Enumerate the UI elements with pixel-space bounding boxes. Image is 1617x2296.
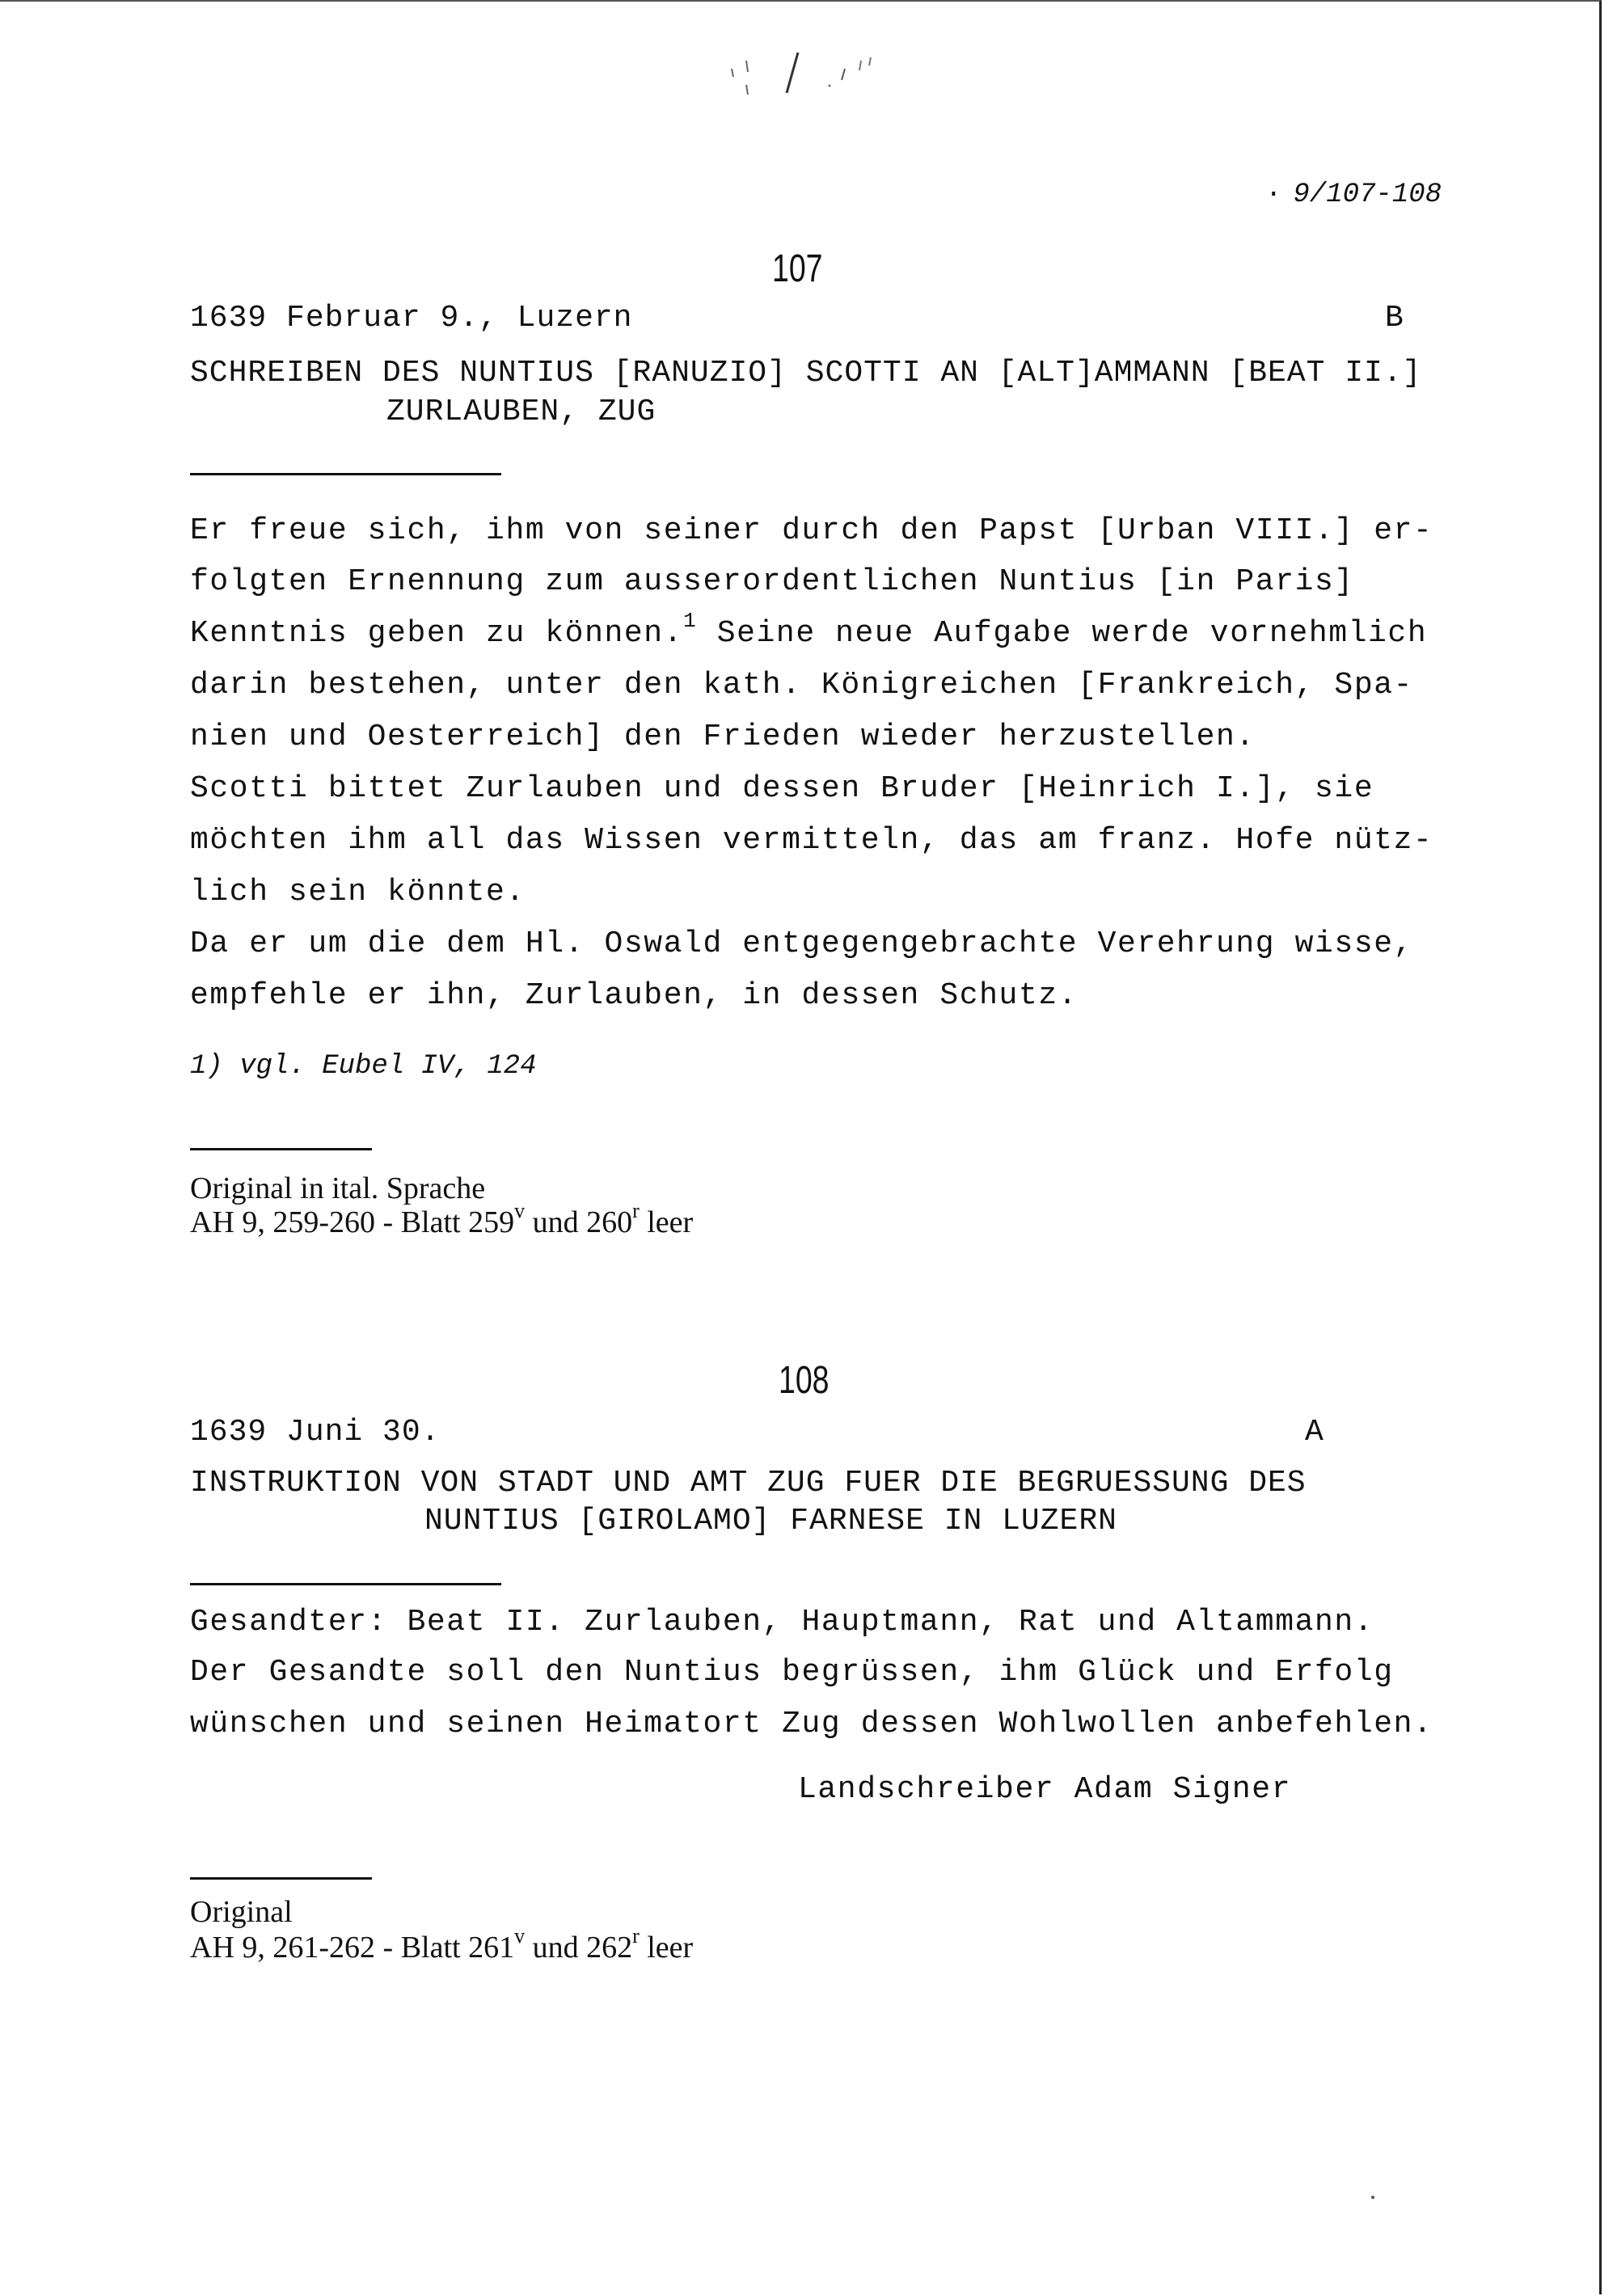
body-line: Scotti bittet Zurlauben und dessen Bruder [Heinrich I.], sie xyxy=(190,771,1374,806)
source-ref-mid: und 262 xyxy=(525,1931,633,1965)
entry-title-line-2: NUNTIUS [GIROLAMO] FARNESE IN LUZERN xyxy=(424,1504,1117,1538)
footnote-marker: 1 xyxy=(683,609,698,633)
body-line: Er freue sich, ihm von seiner durch den Papst [Urban VIII.] er- xyxy=(190,513,1433,548)
source-language: Original xyxy=(190,1895,293,1929)
body-line xyxy=(190,609,1428,651)
body-line-end: Seine neue Aufgabe werde vornehmlich xyxy=(716,616,1428,651)
entry-title-line-1: SCHREIBEN DES NUNTIUS [RANUZIO] SCOTTI AN [ALT]AMMANN [BEAT II.] xyxy=(190,356,1422,390)
body-line: darin bestehen, unter den kath. Königreichen [Frankreich, Spa- xyxy=(190,668,1414,703)
footnote: 1) vgl. Eubel IV, 124 xyxy=(190,1051,537,1082)
body-line: Gesandter: Beat II. Zurlauben, Hauptmann, Rat und Altammann. xyxy=(190,1605,1374,1640)
section-rule xyxy=(190,1583,501,1585)
entry-category: A xyxy=(1305,1415,1324,1450)
source-ref-prefix: AH 9, 259-260 - Blatt 259 xyxy=(190,1205,515,1239)
body-line: folgten Ernennung zum ausserordentlichen Nuntius [in Paris] xyxy=(190,564,1354,599)
body-line: lich sein könnte. xyxy=(190,875,526,910)
source-rule xyxy=(190,1148,372,1150)
superscript-verso: v xyxy=(514,1924,526,1948)
source-ref-mid: und 260 xyxy=(525,1205,633,1239)
body-line: empfehle er ihn, Zurlauben, in dessen Schutz. xyxy=(190,978,1079,1013)
source-ref-prefix: AH 9, 261-262 - Blatt 261 xyxy=(190,1931,515,1965)
body-line: Der Gesandte soll den Nuntius begrüssen, ihm Glück und Erfolg xyxy=(190,1655,1394,1690)
superscript-recto: r xyxy=(632,1924,640,1948)
handwritten-marks xyxy=(724,44,918,109)
source-rule xyxy=(190,1877,372,1880)
source-reference xyxy=(190,1199,694,1240)
body-line: Da er um die dem Hl. Oswald entgegengebrachte Verehrung wisse, xyxy=(190,926,1414,961)
body-line: möchten ihm all das Wissen vermitteln, das am franz. Hofe nütz- xyxy=(190,823,1433,858)
entry-number: 108 xyxy=(779,1359,830,1402)
section-rule xyxy=(190,473,501,475)
entry-date-place: 1639 Juni 30. xyxy=(190,1415,441,1450)
superscript-verso: v xyxy=(514,1199,526,1222)
body-line: nien und Oesterreich] den Frieden wieder herzustellen. xyxy=(190,720,1256,754)
entry-date-place: 1639 Februar 9., Luzern xyxy=(190,301,633,336)
superscript-recto: r xyxy=(632,1199,640,1222)
source-ref-suffix: leer xyxy=(639,1205,694,1239)
source-ref-suffix: leer xyxy=(639,1931,694,1965)
body-line: wünschen und seinen Heimatort Zug dessen Wohlwollen anbefehlen. xyxy=(190,1707,1433,1741)
entry-title-line-1: INSTRUKTION VON STADT UND AMT ZUG FUER DIE BEGRUESSUNG DES xyxy=(190,1466,1307,1500)
page-reference: · 9/107-108 xyxy=(1265,179,1442,210)
body-line-start: Kenntnis geben zu können. xyxy=(190,616,684,651)
entry-title-line-2: ZURLAUBEN, ZUG xyxy=(386,395,657,429)
source-language: Original in ital. Sprache xyxy=(190,1171,486,1205)
source-reference xyxy=(190,1924,694,1965)
speck xyxy=(1371,2196,1374,2199)
entry-category: B xyxy=(1385,301,1404,336)
entry-number: 107 xyxy=(772,247,823,290)
signature: Landschreiber Adam Signer xyxy=(798,1772,1292,1807)
